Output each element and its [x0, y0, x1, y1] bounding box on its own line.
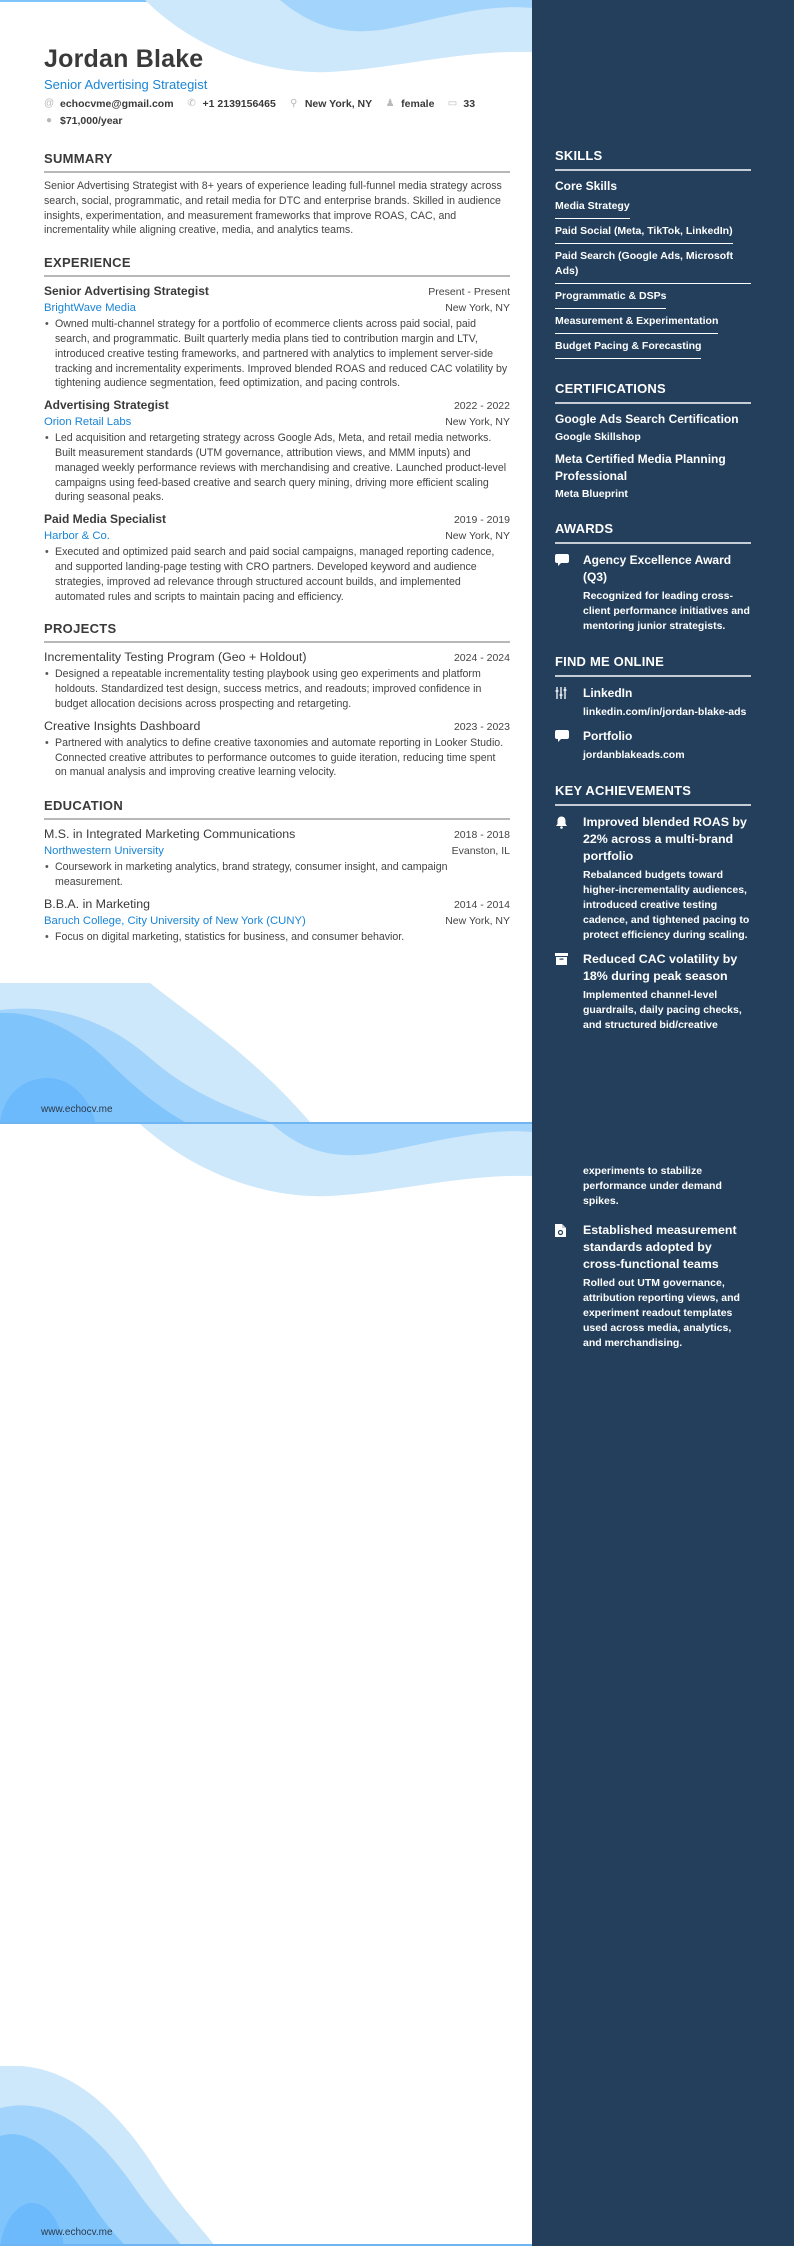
key-achievements-section — [555, 783, 751, 1033]
degree-name: M.S. in Integrated Marketing Communications — [44, 827, 296, 842]
summary-text: Senior Advertising Strategist with 8+ years of experience leading full-funnel media strategy across search, social, programmatic, and retail media for DTC and enterprise brands. Skilled in audience insights, experimentation, and measurement frameworks that improve ROAS, CAC, and incrementality while aligning creative, media, and analytics teams. — [44, 180, 502, 237]
school-name: Northwestern University — [44, 845, 164, 858]
bottom-wave-page2 — [0, 2066, 532, 2246]
person-icon: ♟ — [385, 98, 395, 109]
footer-website-page1[interactable]: www.echocv.me — [41, 1104, 113, 1115]
awards-heading: AWARDS — [555, 521, 751, 544]
job-location: New York, NY — [445, 530, 510, 543]
job-role: Advertising Strategist — [44, 398, 169, 413]
education-heading: EDUCATION — [44, 798, 510, 820]
key-achievements-heading: KEY ACHIEVEMENTS — [555, 783, 751, 806]
project-description: • Designed a repeatable incrementality testing playbook using geo experiments and platform holdouts. Standardized test design, success metrics, and readouts; improved confidence in budget allocation decisions across prospecting and retargeting. — [44, 667, 510, 711]
education-entry — [44, 896, 510, 945]
summary-section — [44, 151, 510, 238]
experience-entry — [44, 511, 510, 604]
skills-section — [555, 148, 751, 359]
job-role: Paid Media Specialist — [44, 512, 167, 527]
candidate-title: Senior Advertising Strategist — [44, 77, 208, 92]
skill-item: Programmatic & DSPs — [555, 287, 666, 309]
certifications-heading: CERTIFICATIONS — [555, 381, 751, 404]
job-location: New York, NY — [445, 302, 510, 315]
achievement-title: Established measurement standards adopted by cross-functional teams — [583, 1223, 737, 1271]
sliders-icon — [555, 685, 583, 720]
experience-section — [44, 255, 510, 604]
location-pin-icon: ⚲ — [290, 98, 298, 109]
project-description: • Partnered with analytics to define creative taxonomies and automate reporting in Looker Studio. Connected creative attributes to performance outcomes to guide iteration, reducing time spent on manual analysis and improving creative learning velocity. — [44, 736, 510, 780]
calendar-icon: ▭ — [447, 98, 458, 109]
bottom-wave-page1 — [0, 983, 532, 1123]
award-item — [555, 552, 751, 634]
top-wave-page2 — [0, 1124, 532, 1204]
job-description: • Owned multi-channel strategy for a portfolio of ecommerce clients across paid social, paid search, and programmatic. Built quarterly media plans tied to contribution margin and LTV, introduced creative testing frameworks, and partnered with analytics to implement server-side tracking and incrementality experiments. Improved blended ROAS and reduced CAC volatility by tightening audience segmentation, feed optimization, and pacing controls. — [44, 317, 510, 391]
online-label: LinkedIn — [583, 686, 633, 700]
gender-value: female — [401, 98, 435, 110]
contact-email[interactable] — [44, 97, 174, 111]
company-name: Orion Retail Labs — [44, 416, 132, 429]
job-dates: 2019 - 2019 — [453, 514, 510, 527]
contact-salary — [44, 114, 122, 128]
speech-bubble-icon — [555, 552, 583, 634]
education-entry — [44, 826, 510, 890]
certification-name: Meta Certified Media Planning Professional — [555, 452, 726, 483]
salary-value: $71,000/year — [60, 115, 123, 127]
achievement-item — [555, 814, 751, 943]
document-icon — [555, 1222, 583, 1351]
sidebar — [555, 148, 751, 1049]
age-value: 33 — [463, 98, 476, 110]
sidebar-page2-continuation — [583, 1164, 753, 1209]
degree-name: B.B.A. in Marketing — [44, 896, 151, 911]
school-location: Evanston, IL — [451, 845, 510, 858]
project-entry — [44, 649, 510, 711]
education-dates: 2018 - 2018 — [453, 829, 510, 842]
education-section — [44, 798, 510, 944]
project-dates: 2024 - 2024 — [453, 652, 510, 665]
contact-age — [447, 97, 475, 111]
project-entry — [44, 718, 510, 780]
online-link-portfolio[interactable] — [555, 728, 751, 763]
online-url[interactable]: linkedin.com/in/jordan-blake-ads — [583, 706, 747, 718]
find-me-online-section — [555, 654, 751, 763]
job-dates: Present - Present — [428, 286, 510, 299]
skill-item: Budget Pacing & Forecasting — [555, 337, 701, 359]
company-name: BrightWave Media — [44, 302, 136, 315]
school-name: Baruch College, City University of New York (CUNY) — [44, 914, 306, 927]
project-name: Incrementality Testing Program (Geo + Holdout) — [44, 650, 307, 665]
main-column — [44, 44, 510, 945]
experience-entry — [44, 397, 510, 505]
project-name: Creative Insights Dashboard — [44, 718, 201, 733]
phone-icon: ✆ — [187, 98, 196, 109]
certification-issuer: Google Skillshop — [555, 431, 641, 443]
sidebar-page2 — [555, 1214, 751, 1351]
job-dates: 2022 - 2022 — [453, 400, 510, 413]
achievement-item — [555, 951, 751, 1033]
achievement-title: Improved blended ROAS by 22% across a multi-brand portfolio — [583, 815, 747, 863]
awards-section — [555, 521, 751, 634]
skill-item: Paid Search (Google Ads, Microsoft Ads) — [555, 247, 751, 284]
achievement-item — [555, 1222, 751, 1351]
job-role: Senior Advertising Strategist — [44, 284, 209, 299]
award-description: Recognized for leading cross-client performance initiatives and mentoring junior strategists. — [583, 590, 750, 632]
contact-phone[interactable] — [187, 97, 276, 111]
skill-item: Measurement & Experimentation — [555, 312, 718, 334]
at-icon: @ — [44, 98, 55, 109]
dollar-icon: ● — [45, 115, 53, 126]
contact-info — [44, 97, 510, 128]
education-dates: 2014 - 2014 — [453, 898, 510, 911]
project-dates: 2023 - 2023 — [453, 720, 510, 733]
job-location: New York, NY — [445, 416, 510, 429]
location-value: New York, NY — [304, 98, 373, 110]
speech-bubble-icon — [555, 728, 583, 763]
company-name: Harbor & Co. — [44, 530, 110, 543]
achievement-title: Reduced CAC volatility by 18% during peak season — [583, 952, 738, 983]
email-value: echocvme@gmail.com — [60, 98, 174, 110]
education-description: • Coursework in marketing analytics, brand strategy, consumer insight, and campaign measurement. — [44, 860, 510, 890]
experience-heading: EXPERIENCE — [44, 255, 510, 277]
summary-heading: SUMMARY — [44, 151, 510, 173]
certification-issuer: Meta Blueprint — [555, 488, 628, 500]
online-label: Portfolio — [583, 729, 633, 743]
skill-group-title: Core Skills — [555, 179, 618, 193]
bell-icon — [555, 814, 583, 943]
experience-entry — [44, 283, 510, 391]
candidate-name: Jordan Blake — [44, 45, 204, 73]
projects-section — [44, 621, 510, 780]
projects-heading: PROJECTS — [44, 621, 510, 643]
phone-value: +1 2139156465 — [202, 98, 276, 110]
award-name: Agency Excellence Award (Q3) — [583, 553, 732, 584]
archive-box-icon — [555, 951, 583, 1033]
certification-name: Google Ads Search Certification — [555, 412, 739, 426]
job-description: • Led acquisition and retargeting strategy across Google Ads, Meta, and retail media networks. Built measurement standards (UTM governance, attribution views, and MMM inputs) and managed weekly performance reviews with merchandising and creative. Launched product-level campaigns using feed-based creative and search query mining, driving more efficient scaling during seasonal peaks. — [44, 431, 510, 505]
school-location: New York, NY — [445, 914, 510, 927]
achievement-description-continued: experiments to stabilize performance under demand spikes. — [583, 1165, 722, 1207]
skill-item: Media Strategy — [555, 197, 630, 219]
achievement-description: Implemented channel-level guardrails, daily pacing checks, and structured bid/creative — [583, 989, 742, 1031]
achievement-description: Rolled out UTM governance, attribution reporting views, and experiment readout templates used across media, analytics, and merchandising. — [583, 1277, 740, 1349]
job-description: • Executed and optimized paid search and paid social campaigns, managed reporting cadence, and supported landing-page testing with CRO partners. Developed keyword and audience strategies, improved ad relevance through structured account builds, and implemented automated rules and scripts to maintain pacing and efficiency. — [44, 545, 510, 604]
education-description: • Focus on digital marketing, statistics for business, and consumer behavior. — [44, 930, 510, 945]
certifications-section — [555, 381, 751, 501]
skill-item: Paid Social (Meta, TikTok, LinkedIn) — [555, 222, 733, 244]
find-me-online-heading: FIND ME ONLINE — [555, 654, 751, 677]
contact-location — [289, 97, 372, 111]
contact-gender — [385, 97, 434, 111]
online-link-linkedin[interactable] — [555, 685, 751, 720]
achievement-description: Rebalanced budgets toward higher-incrementality audiences, introduced creative testing cadence, and tightened pacing to protect efficiency during scaling. — [583, 869, 750, 941]
footer-website-page2[interactable]: www.echocv.me — [41, 2227, 113, 2238]
skills-heading: SKILLS — [555, 148, 751, 171]
online-url[interactable]: jordanblakeads.com — [583, 749, 685, 761]
